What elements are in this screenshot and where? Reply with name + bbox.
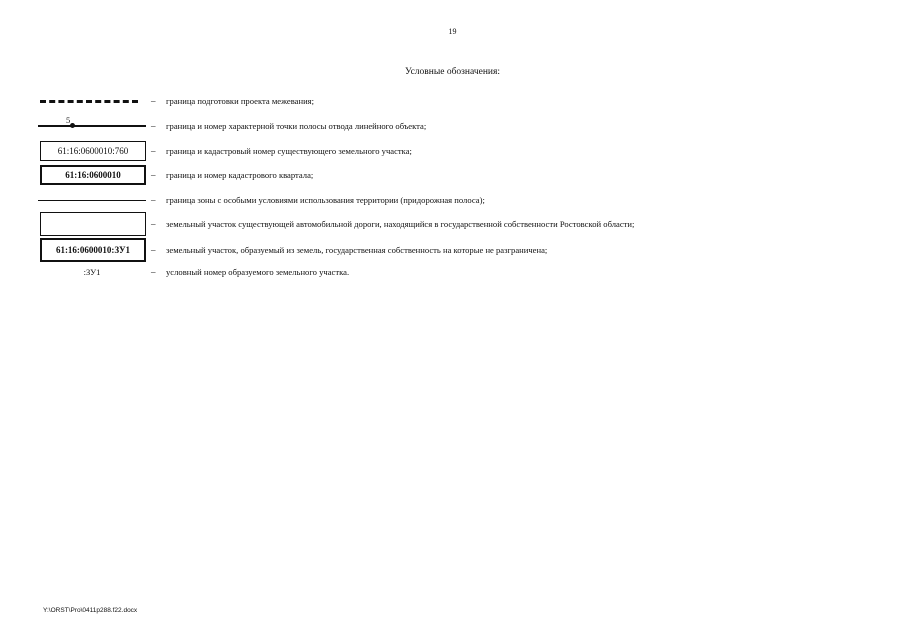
legend-description: граница подготовки проекта межевания; bbox=[166, 96, 315, 106]
legend-row-existing-parcel bbox=[0, 139, 905, 163]
legend-dash: – bbox=[151, 121, 156, 131]
line-icon bbox=[38, 125, 146, 127]
legend-row-new-parcel bbox=[0, 236, 905, 264]
legend-symbol-dashed-line bbox=[38, 89, 146, 113]
legend-dash: – bbox=[151, 219, 156, 229]
conditional-number-label: :ЗУ1 bbox=[83, 267, 101, 277]
legend-description: граница и номер кадастрового квартала; bbox=[166, 170, 314, 180]
legend-row-characteristic-point bbox=[0, 114, 905, 138]
new-parcel-box: 61:16:0600010:ЗУ1 bbox=[40, 238, 146, 262]
legend-title: Условные обозначения: bbox=[404, 67, 500, 77]
quarter-box: 61:16:0600010 bbox=[40, 165, 146, 185]
legend-dash: – bbox=[151, 267, 156, 277]
legend-row-cadastral-quarter bbox=[0, 163, 905, 187]
legend-symbol-point-line bbox=[38, 114, 146, 138]
road-parcel-box bbox=[40, 212, 146, 236]
legend-symbol-road-box bbox=[38, 210, 146, 238]
dashed-line-icon bbox=[40, 100, 138, 103]
legend-description: граница зоны с особыми условиями использования территории (придорожная полоса); bbox=[166, 195, 485, 205]
legend-symbol-code bbox=[38, 262, 146, 282]
legend-dash: – bbox=[151, 245, 156, 255]
parcel-box: 61:16:0600010:760 bbox=[40, 141, 146, 161]
legend-row-project-boundary bbox=[0, 89, 905, 113]
legend-dash: – bbox=[151, 170, 156, 180]
legend-row-special-zone bbox=[0, 188, 905, 212]
legend-description: граница и кадастровый номер существующего земельного участка; bbox=[166, 146, 412, 156]
footer-file-path: Y:\ORST\Pro\0411p288.f22.docx bbox=[43, 607, 138, 614]
page-number: 19 bbox=[448, 27, 457, 36]
legend-symbol-new-parcel-box bbox=[38, 236, 146, 264]
point-number-label: 5 bbox=[66, 115, 71, 125]
legend-symbol-zone-line bbox=[38, 188, 146, 212]
legend-dash: – bbox=[151, 96, 156, 106]
legend-description: граница и номер характерной точки полосы отвода линейного объекта; bbox=[166, 121, 427, 131]
point-dot-icon bbox=[70, 123, 75, 128]
legend-dash: – bbox=[151, 195, 156, 205]
legend-dash: – bbox=[151, 146, 156, 156]
legend-row-conditional-number bbox=[0, 262, 905, 282]
legend-symbol-quarter-box bbox=[38, 163, 146, 187]
legend-description: условный номер образуемого земельного участка. bbox=[166, 267, 350, 277]
legend-description: земельный участок, образуемый из земель, государственная собственность на которые не разграничена; bbox=[166, 245, 548, 255]
legend-row-road-parcel bbox=[0, 210, 905, 238]
legend-description: земельный участок существующей автомобильной дороги, находящийся в государственной собственности Ростовской области; bbox=[166, 219, 635, 229]
line-icon bbox=[38, 200, 146, 201]
legend-symbol-parcel-box bbox=[38, 139, 146, 163]
